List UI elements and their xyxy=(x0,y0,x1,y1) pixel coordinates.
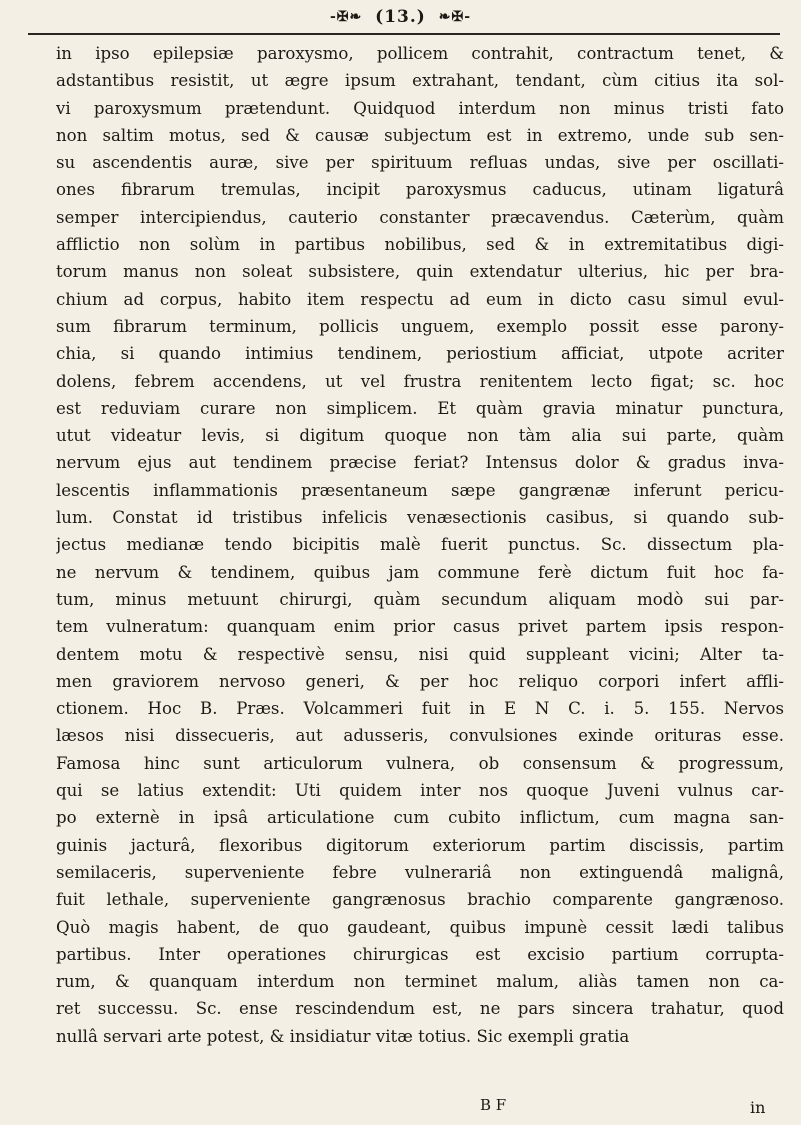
running-header xyxy=(0,6,801,30)
text-line: chium ad corpus, habito item respectu ad eum in dicto casu simul evul- xyxy=(56,289,784,309)
header-ornament-right: ❧✠- xyxy=(438,8,472,25)
header-rule xyxy=(28,33,780,35)
signature-mark: B F xyxy=(480,1096,507,1114)
text-line: lum. Constat id tristibus infelicis venæsectionis casibus, si quando sub- xyxy=(56,508,784,528)
body-text xyxy=(56,40,784,1050)
text-line: fuit lethale, superveniente gangrænosus brachio comparente gangrænoso. xyxy=(56,890,784,910)
text-line: nullâ servari arte potest, & insidiatur vitæ totius. Sic exempli gratia xyxy=(56,1026,630,1046)
text-line: jectus medianæ tendo bicipitis malè fuerit punctus. Sc. dissectum pla- xyxy=(56,535,784,555)
text-line: guinis jacturâ, flexoribus digitorum exteriorum partim discissis, partim xyxy=(56,835,784,855)
text-line: dolens, febrem accendens, ut vel frustra renitentem lecto figat; sc. hoc xyxy=(56,371,784,391)
text-line: qui se latius extendit: Uti quidem inter nos quoque Juveni vulnus car- xyxy=(56,781,784,801)
text-line: tem vulneratum: quanquam enim prior casus privet partem ipsis respon- xyxy=(56,617,784,637)
text-line: vi paroxysmum prætendunt. Quidquod interdum non minus tristi fato xyxy=(56,98,784,118)
text-line: semper intercipiendus, cauterio constanter præcavendus. Cæterùm, quàm xyxy=(56,207,784,227)
text-line: nervum ejus aut tendinem præcise feriat? Intensus dolor & gradus inva- xyxy=(56,453,784,473)
text-line: men graviorem nervoso generi, & per hoc reliquo corpori infert affli- xyxy=(56,671,784,691)
text-line: sum fibrarum terminum, pollicis unguem, exemplo possit esse parony- xyxy=(56,316,784,336)
text-line: tum, minus metuunt chirurgi, quàm secundum aliquam modò sui par- xyxy=(56,589,784,609)
text-line: in ipso epilepsiæ paroxysmo, pollicem contrahit, contractum tenet, & xyxy=(56,44,784,63)
text-line: rum, & quanquam interdum non terminet malum, aliàs tamen non ca- xyxy=(56,972,784,992)
text-line: Famosa hinc sunt articulorum vulnera, ob consensum & progressum, xyxy=(56,753,784,773)
text-line: lescentis inflammationis præsentaneum sæpe gangrænæ inferunt pericu- xyxy=(56,480,784,500)
text-line: non saltim motus, sed & causæ subjectum est in extremo, unde sub sen- xyxy=(56,125,784,145)
text-line: afflictio non solùm in partibus nobilibus, sed & in extremitatibus digi- xyxy=(56,235,784,255)
header-ornament-left: -✠❧ xyxy=(329,8,363,25)
text-line: adstantibus resistit, ut ægre ipsum extrahant, tendant, cùm citius ita sol- xyxy=(56,71,784,91)
text-line: ctionem. Hoc B. Præs. Volcammeri fuit in E N C. i. 5. 155. Nervos xyxy=(56,699,784,719)
text-line: dentem motu & respectivè sensu, nisi quid suppleant vicini; Alter ta- xyxy=(56,644,784,664)
catchword: in xyxy=(750,1098,766,1117)
text-line: ones fibrarum tremulas, incipit paroxysmus caducus, utinam ligaturâ xyxy=(56,180,784,200)
text-line: torum manus non soleat subsistere, quin extendatur ulterius, hic per bra- xyxy=(56,262,784,282)
text-line: partibus. Inter operationes chirurgicas est excisio partium corrupta- xyxy=(56,944,784,964)
text-line: chia, si quando intimius tendinem, periostium afficiat, utpote acriter xyxy=(56,344,784,364)
page-number: (13.) xyxy=(375,6,426,27)
text-line: ne nervum & tendinem, quibus jam commune ferè dictum fuit hoc fa- xyxy=(56,562,784,582)
text-line: Quò magis habent, de quo gaudeant, quibus impunè cessit lædi talibus xyxy=(56,917,784,937)
text-line: semilaceris, superveniente febre vulnerariâ non extinguendâ malignâ, xyxy=(56,862,784,882)
text-line: ret successu. Sc. ense rescindendum est, ne pars sincera trahatur, quod xyxy=(56,999,784,1019)
page-footer xyxy=(0,1096,801,1124)
text-line: est reduviam curare non simplicem. Et quàm gravia minatur punctura, xyxy=(56,398,784,418)
text-line: læsos nisi dissecueris, aut adusseris, convulsiones exinde orituras esse. xyxy=(56,726,784,746)
text-line: utut videatur levis, si digitum quoque non tàm alia sui parte, quàm xyxy=(56,426,784,446)
text-line: su ascendentis auræ, sive per spirituum refluas undas, sive per oscillati- xyxy=(56,153,784,173)
text-line: po externè in ipsâ articulatione cum cubito inflictum, cum magna san- xyxy=(56,808,784,828)
